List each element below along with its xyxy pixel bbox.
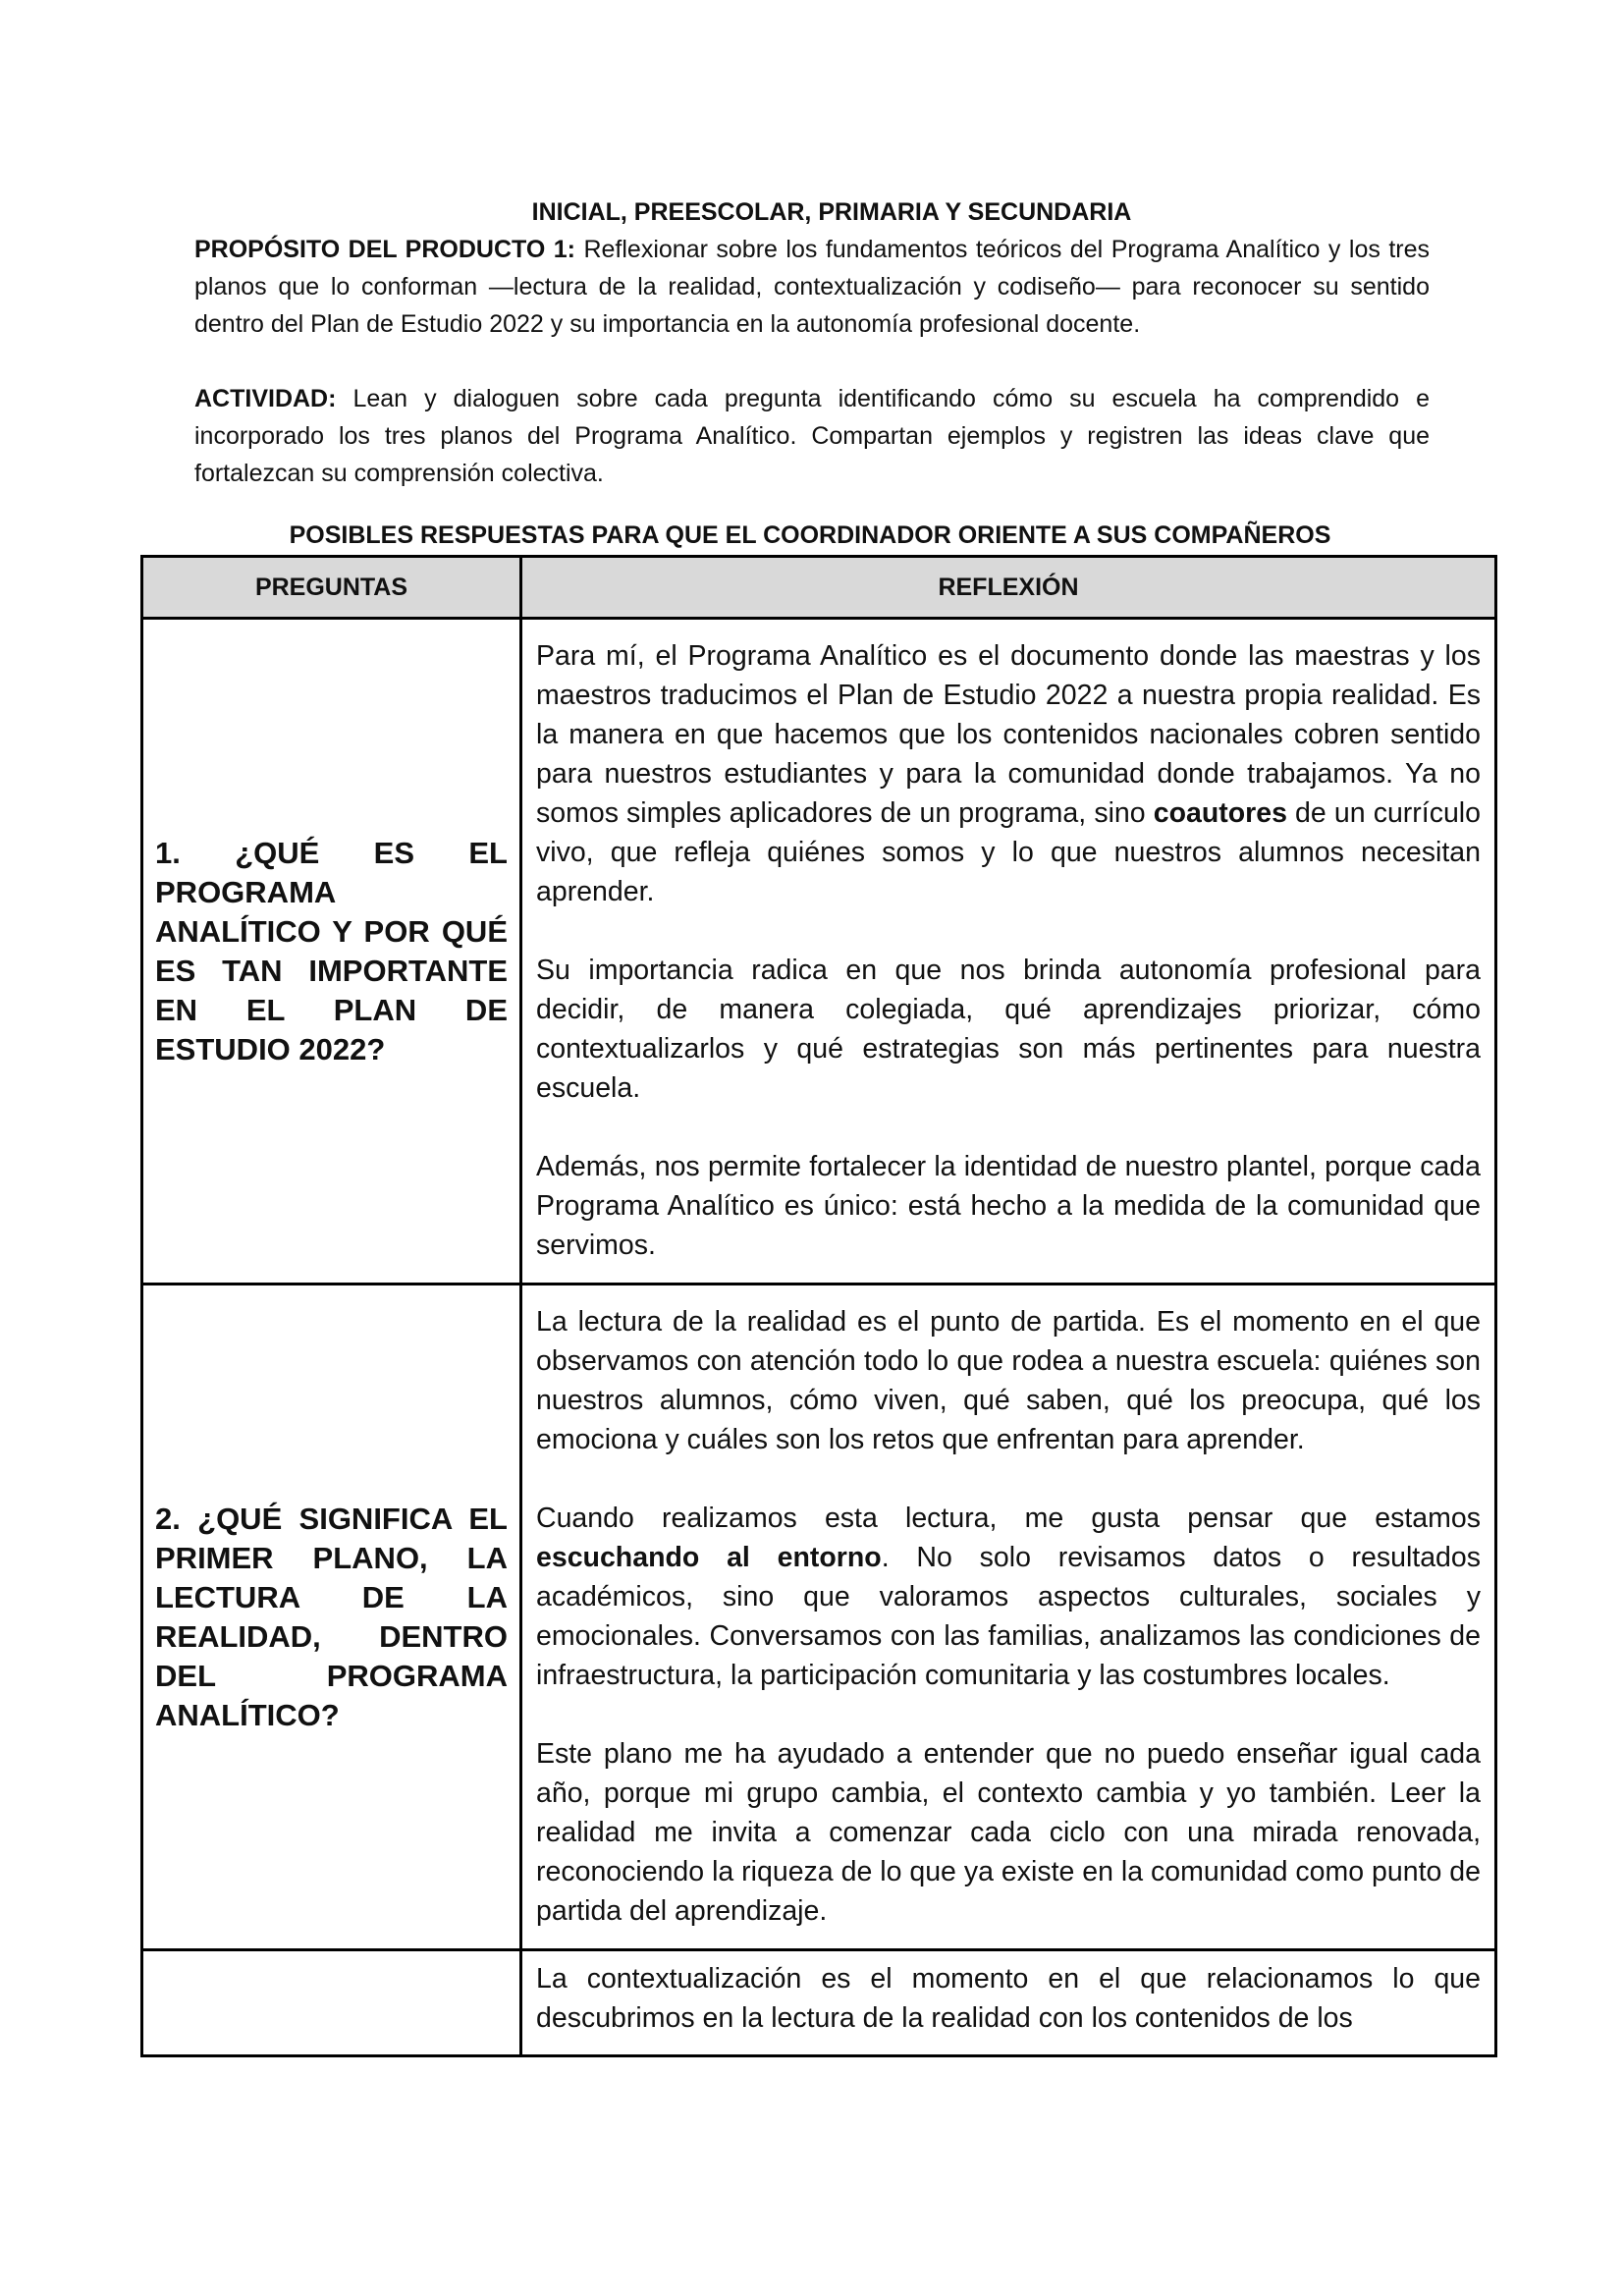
activity-label: ACTIVIDAD: [194, 385, 337, 412]
reflection-paragraph: Su importancia radica en que nos brinda autonomía profesional para decidir, de manera colegiada, qué aprendizajes priorizar, cómo contextualizarlos y qué estrategias son más pertinentes para nuestra escuela. [536, 954, 1481, 1104]
reflection-paragraph [536, 1499, 1481, 1695]
reflection-text: de un currículo vivo, que refleja quiénes somos y lo que nuestros alumnos necesitan aprender. [536, 796, 1481, 907]
reflection-paragraph [536, 636, 1481, 911]
reflection-paragraph: La lectura de la realidad es el punto de partida. Es el momento en el que observamos con atención todo lo que rodea a nuestra escuela: quiénes son nuestros alumnos, cómo viven, qué saben, qué los preocupa, qué los emociona y cuáles son los retos que enfrentan para aprender. [536, 1305, 1481, 1455]
table-row [142, 1950, 1496, 2056]
table-row [142, 1285, 1496, 1950]
purpose-text: Reflexionar sobre los fundamentos teóricos del Programa Analítico y los tres planos que lo conforman —lectura de la realidad, contextualización y codiseño— para reconocer su sentido dentro del Plan de Estudio 2022 y su importancia en la autonomía profesional docente. [194, 236, 1430, 338]
header-questions: PREGUNTAS [142, 557, 521, 619]
header-reflection: REFLEXIÓN [521, 557, 1496, 619]
document-title: INICIAL, PREESCOLAR, PRIMARIA Y SECUNDARIA [531, 198, 1132, 226]
table-row [142, 619, 1496, 1285]
activity-paragraph [194, 380, 1430, 492]
reflection-text: . No solo revisamos datos o resultados académicos, sino que valoramos aspectos culturales, sociales y emocionales. Conversamos con las familias, analizamos las condiciones de infraestructura, la participación comunitaria y las costumbres locales. [536, 1541, 1481, 1691]
purpose-paragraph [194, 231, 1430, 343]
question-cell: 1. ¿QUÉ ES EL PROGRAMA ANALÍTICO Y POR QUÉ ES TAN IMPORTANTE EN EL PLAN DE ESTUDIO 2022? [142, 619, 521, 1285]
table-header-row [142, 557, 1496, 619]
reflection-paragraph: La contextualización es el momento en el que relacionamos lo que descubrimos en la lectura de la realidad con los contenidos de los [536, 1963, 1481, 2034]
question-cell [142, 1950, 521, 2056]
reflection-paragraph: Este plano me ha ayudado a entender que no puedo enseñar igual cada año, porque mi grupo cambia, el contexto cambia y yo también. Leer la realidad me invita a comenzar cada ciclo con una mirada renovada, reconociendo la riqueza de lo que ya existe en la comunidad como punto de partida del aprendizaje. [536, 1737, 1481, 1927]
activity-text: Lean y dialoguen sobre cada pregunta identificando cómo su escuela ha comprendido e incorporado los tres planos del Programa Analítico. Compartan ejemplos y registren las ideas clave que fortalezcan su comprensión colectiva. [194, 385, 1431, 487]
reflection-emphasis: escuchando al entorno [536, 1541, 882, 1573]
reflection-paragraph: Además, nos permite fortalecer la identidad de nuestro plantel, porque cada Programa Analítico es único: está hecho a la medida de la comunidad que servimos. [536, 1150, 1481, 1261]
table-subtitle: POSIBLES RESPUESTAS PARA QUE EL COORDINADOR ORIENTE A SUS COMPAÑEROS [289, 521, 1331, 549]
spacer [194, 343, 1430, 380]
purpose-label: PROPÓSITO DEL PRODUCTO 1: [194, 236, 575, 263]
reflection-cell [521, 619, 1496, 1285]
reflection-text: Cuando realizamos esta lectura, me gusta pensar que estamos [536, 1502, 1481, 1534]
reflection-emphasis: coautores [1153, 796, 1287, 829]
reflection-cell [521, 1285, 1496, 1950]
reflection-cell [521, 1950, 1496, 2056]
reflection-table [140, 555, 1497, 2057]
document-header [194, 193, 1430, 492]
question-cell: 2. ¿QUÉ SIGNIFICA EL PRIMER PLANO, LA LECTURA DE LA REALIDAD, DENTRO DEL PROGRAMA ANALÍTICO? [142, 1285, 521, 1950]
reflection-text: Para mí, el Programa Analítico es el documento donde las maestras y los maestros traducimos el Plan de Estudio 2022 a nuestra propia realidad. Es la manera en que hacemos que los contenidos nacionales cobren sentido para nuestros estudiantes y para la comunidad donde trabajamos. Ya no somos simples aplicadores de un programa, sino [536, 639, 1481, 829]
